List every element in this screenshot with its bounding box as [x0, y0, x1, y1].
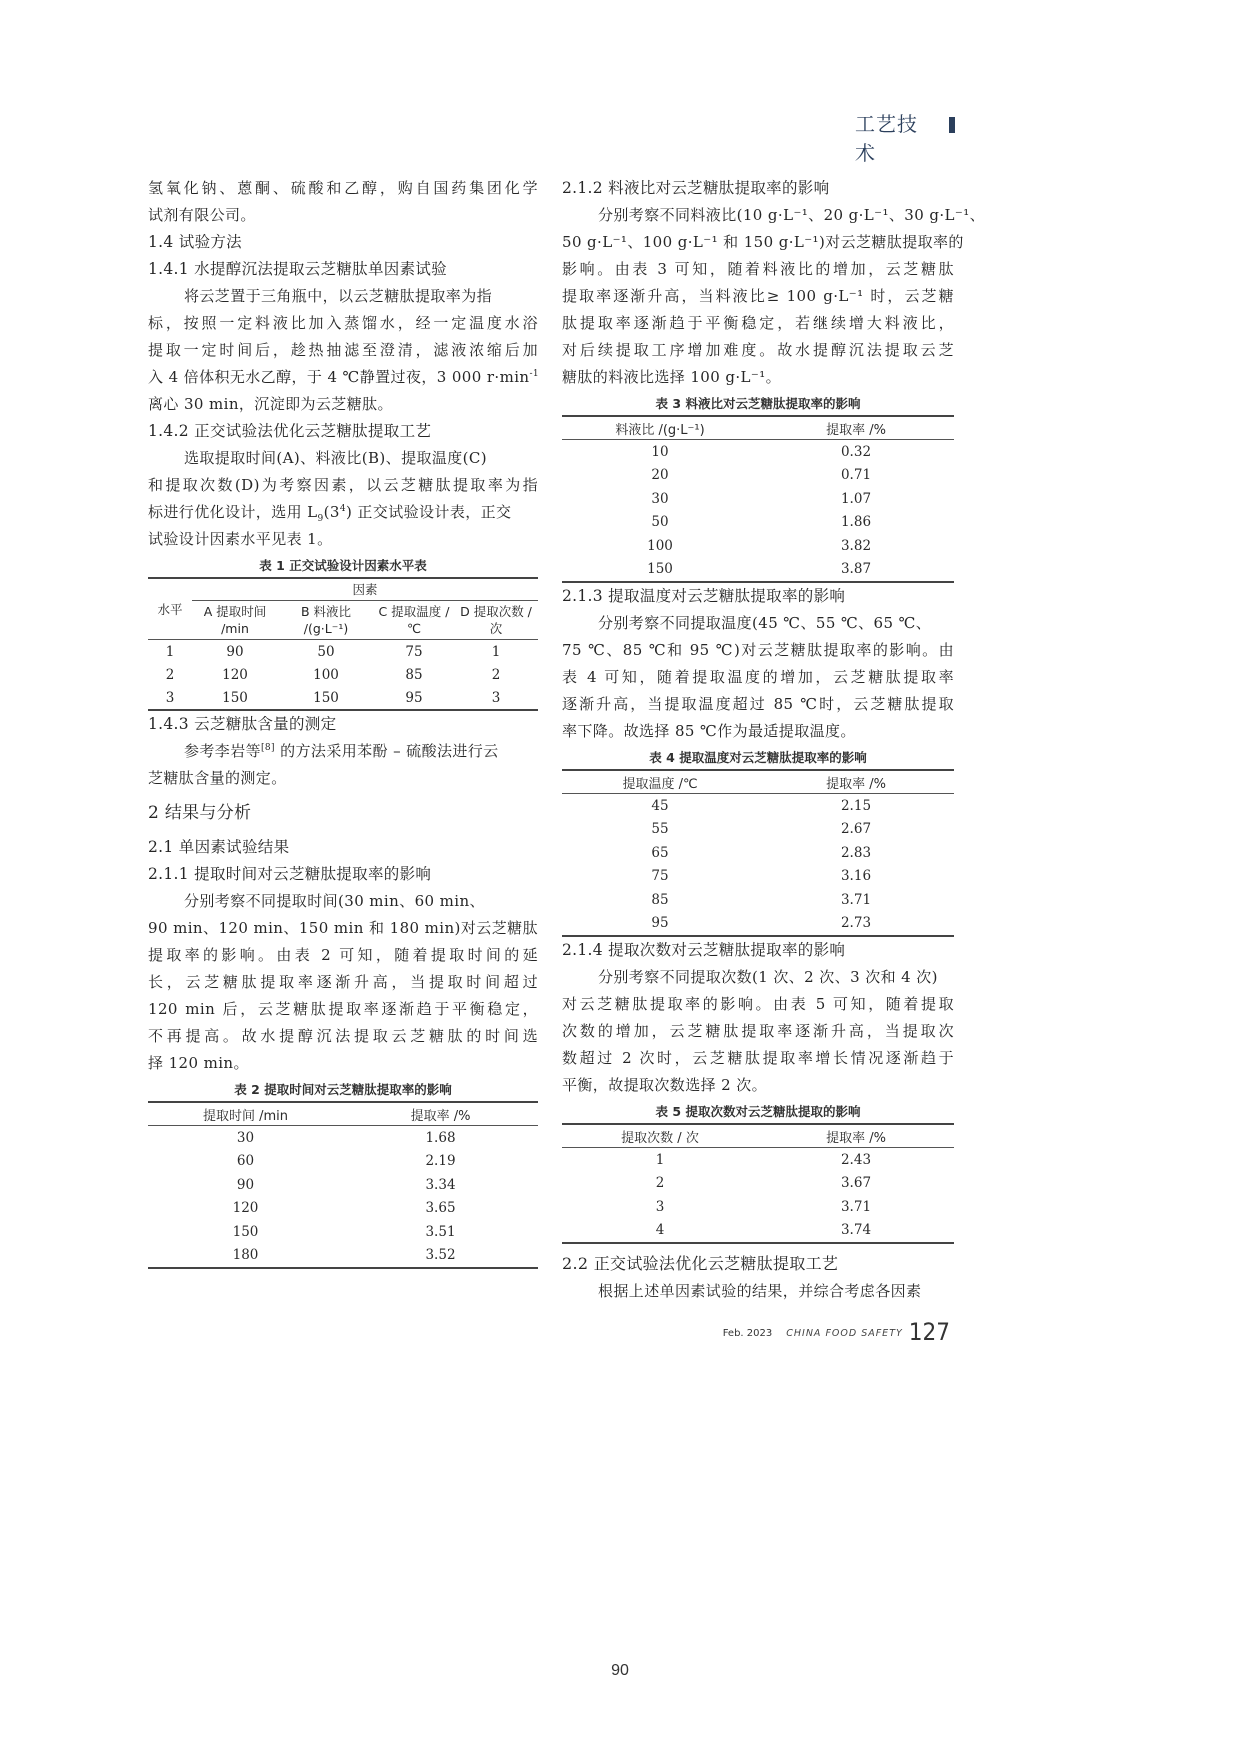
- text-line: 试验设计因素水平见表 1。: [148, 530, 333, 548]
- table-row: [562, 794, 954, 818]
- section-heading-1-4-2: 1.4.2 正交试验法优化云芝糖肽提取工艺: [148, 422, 432, 440]
- table1-level-header: 水平: [148, 578, 192, 640]
- text-line: 分别考察不同提取次数(1 次、2 次、3 次和 4 次): [598, 968, 938, 986]
- table-cell: 100: [647, 537, 673, 554]
- table-row: [148, 1197, 538, 1221]
- table1-caption: 表 1 正交试验设计因素水平表: [259, 558, 427, 573]
- superscript: 4: [339, 504, 347, 514]
- text-line: 芝糖肽含量的测定。: [148, 769, 287, 787]
- text-line: [148, 499, 538, 526]
- section-heading-2-2: 2.2 正交试验法优化云芝糖肽提取工艺: [562, 1254, 839, 1273]
- table-cell: 100: [313, 666, 339, 683]
- table-cell: 3.87: [840, 561, 872, 578]
- text-line: [148, 364, 538, 391]
- section-heading-2-1-1: 2.1.1 提取时间对云芝糖肽提取率的影响: [148, 865, 432, 883]
- text-line: 离心 30 min，沉淀即为云芝糖肽。: [148, 395, 393, 413]
- table-row: [562, 888, 954, 912]
- text-line: 长，云芝糖肽提取率逐渐升高，当提取时间超过: [148, 973, 538, 991]
- table-cell: 55: [651, 821, 669, 838]
- table-cell: 50: [651, 514, 669, 531]
- text-line: 50 g·L⁻¹、100 g·L⁻¹ 和 150 g·L⁻¹)对云芝糖肽提取率的: [562, 233, 964, 251]
- table-cell: 90: [236, 1176, 255, 1193]
- table1-col-header: D 提取次数 / 次: [454, 601, 538, 640]
- section-heading-1-4-1: 1.4.1 水提醇沉法提取云芝糖肽单因素试验: [148, 260, 447, 278]
- section-heading-2-1-3: 2.1.3 提取温度对云芝糖肽提取率的影响: [562, 587, 846, 605]
- table-cell: 1: [165, 643, 175, 660]
- table-cell: 4: [655, 1222, 665, 1239]
- text-line: [148, 738, 538, 765]
- table-row: [148, 640, 538, 664]
- table-cell: 3.71: [840, 891, 872, 908]
- table-cell: 2.19: [425, 1153, 456, 1170]
- issue-date: Feb. 2023: [722, 1328, 773, 1339]
- table2-header: 提取时间 /min: [148, 1102, 343, 1126]
- table-cell: 60: [236, 1153, 255, 1170]
- text-line: 氢氧化钠、蒽酮、硫酸和乙醇，购自国药集团化学: [148, 179, 538, 197]
- table-cell: 3.34: [425, 1176, 456, 1193]
- table-row: [148, 1244, 538, 1269]
- table-row: [562, 558, 954, 583]
- text-line: 逐渐升高，当提取温度超过 85 ℃时，云芝糖肽提取: [562, 695, 954, 713]
- text-line: 120 min 后，云芝糖肽提取率逐渐趋于平衡稳定，: [148, 1000, 538, 1018]
- table3-header: 料液比 /(g·L⁻¹): [562, 416, 758, 440]
- journal-footer: [723, 1318, 950, 1348]
- text-line: 分别考察不同提取时间(30 min、60 min、: [184, 892, 485, 910]
- table5-header: 提取率 /%: [758, 1124, 954, 1148]
- table-row: [562, 534, 954, 558]
- text-line: 次数的增加，云芝糖肽提取率逐渐升高，当提取次: [562, 1022, 954, 1040]
- table-cell: 2.67: [840, 821, 872, 838]
- table-cell: 3.65: [425, 1200, 456, 1217]
- table-cell: 150: [313, 689, 339, 706]
- table-cell: 3.52: [425, 1247, 456, 1264]
- table-cell: 3.67: [840, 1175, 872, 1192]
- table-row: [562, 1148, 954, 1172]
- text-line: 75 ℃、85 ℃和 95 ℃)对云芝糖肽提取率的影响。由: [562, 641, 954, 659]
- table-row: [148, 1126, 538, 1150]
- text-line: 选取提取时间(A)、料液比(B)、提取温度(C): [184, 449, 488, 467]
- text-line: 提取率的影响。由表 2 可知，随着提取时间的延: [148, 946, 538, 964]
- table-row: [562, 1195, 954, 1219]
- table-cell: 65: [651, 844, 669, 861]
- table-cell: 1: [491, 643, 501, 660]
- table1-col-header: A 提取时间 /min: [192, 601, 278, 640]
- table-cell: 90: [226, 643, 244, 660]
- table-cell: 150: [232, 1223, 259, 1240]
- table-cell: 3.16: [840, 868, 872, 885]
- table-cell: 2.73: [840, 915, 872, 932]
- table-row: [148, 1173, 538, 1197]
- text-line: 率下降。故选择 85 ℃作为最适提取温度。: [562, 722, 856, 740]
- table-row: [148, 1150, 538, 1174]
- table-cell: 95: [405, 689, 423, 706]
- table-cell: 3.51: [425, 1223, 456, 1240]
- table3-header: 提取率 /%: [758, 416, 954, 440]
- table1-col-header: C 提取温度 /℃: [374, 601, 454, 640]
- table-cell: 85: [405, 666, 423, 683]
- table-cell: 1.68: [425, 1129, 456, 1146]
- table-cell: 2: [491, 666, 501, 683]
- text-run: (3: [323, 503, 340, 521]
- table-cell: 45: [651, 797, 669, 814]
- table-cell: 20: [651, 467, 669, 484]
- table-row: [562, 1219, 954, 1244]
- text-line: 糖肽的料液比选择 100 g·L⁻¹。: [562, 368, 782, 386]
- table-row: [562, 818, 954, 842]
- table1-col-header: B 料液比 /(g·L⁻¹): [278, 601, 374, 640]
- text-line: 根据上述单因素试验的结果，并综合考虑各因素: [598, 1282, 922, 1300]
- table-cell: 75: [651, 868, 669, 885]
- table-cell: 3: [655, 1198, 665, 1215]
- table1-group-header: 因素: [192, 578, 538, 601]
- table1: [148, 577, 538, 711]
- table3-caption: 表 3 料液比对云芝糖肽提取率的影响: [655, 396, 861, 411]
- text-line: 90 min、120 min、150 min 和 180 min)对云芝糖肽: [148, 919, 538, 937]
- table-row: [148, 686, 538, 710]
- table5-header: 提取次数 / 次: [562, 1124, 758, 1148]
- text-line: 分别考察不同料液比(10 g·L⁻¹、20 g·L⁻¹、30 g·L⁻¹、: [598, 206, 986, 224]
- table5: [562, 1123, 954, 1244]
- table-row: [562, 841, 954, 865]
- text-line: 分别考察不同提取温度(45 ℃、55 ℃、65 ℃、: [598, 614, 932, 632]
- table-cell: 2.15: [840, 797, 872, 814]
- table-row: [148, 1220, 538, 1244]
- text-line: 数超过 2 次时，云芝糖肽提取率增长情况逐渐趋于: [562, 1049, 954, 1067]
- table-row: [562, 487, 954, 511]
- table5-caption: 表 5 提取次数对云芝糖肽提取的影响: [655, 1104, 861, 1119]
- text-line: 平衡，故提取次数选择 2 次。: [562, 1076, 768, 1094]
- journal-page-number: 127: [908, 1318, 950, 1346]
- table-cell: 150: [647, 561, 673, 578]
- table4-header: 提取温度 /℃: [562, 770, 758, 794]
- table-cell: 3.74: [840, 1222, 872, 1239]
- text-line: 试剂有限公司。: [148, 206, 256, 224]
- section-heading-1-4: 1.4 试验方法: [148, 233, 242, 251]
- journal-name: CHINA FOOD SAFETY: [786, 1328, 903, 1339]
- table-cell: 50: [317, 643, 335, 660]
- right-column: [562, 175, 986, 1305]
- table-cell: 0.71: [840, 467, 872, 484]
- table-cell: 2: [165, 666, 175, 683]
- text-line: 择 120 min。: [148, 1054, 249, 1072]
- text-run: 入 4 倍体积无水乙醇，于 4 ℃静置过夜，3 000 r·min: [148, 368, 530, 386]
- table-row: [148, 663, 538, 686]
- table2-caption: 表 2 提取时间对云芝糖肽提取率的影响: [234, 1082, 452, 1097]
- table-row: [562, 464, 954, 488]
- table4: [562, 769, 954, 937]
- text-line: 对后续提取工序增加难度。故水提醇沉法提取云芝: [562, 341, 954, 359]
- table-row: [562, 511, 954, 535]
- table-cell: 0.32: [840, 443, 872, 460]
- table4-caption: 表 4 提取温度对云芝糖肽提取率的影响: [649, 750, 867, 765]
- section-heading-2: 2 结果与分析: [148, 803, 252, 823]
- table-cell: 3.82: [840, 537, 872, 554]
- section-heading-1-4-3: 1.4.3 云芝糖肽含量的测定: [148, 715, 337, 733]
- table-cell: 2.83: [840, 844, 872, 861]
- table4-header: 提取率 /%: [758, 770, 954, 794]
- citation: [8]: [261, 743, 275, 753]
- table-cell: 120: [232, 1200, 259, 1217]
- table-cell: 30: [651, 490, 669, 507]
- table-cell: 10: [651, 443, 669, 460]
- text-line: 不再提高。故水提醇沉法提取云芝糖肽的时间选: [148, 1027, 538, 1045]
- text-run: 的方法采用苯酚 – 硫酸法进行云: [274, 742, 499, 760]
- table3: [562, 415, 954, 583]
- section-heading-2-1: 2.1 单因素试验结果: [148, 838, 290, 856]
- header-accent-bar: [949, 117, 955, 133]
- table-cell: 95: [651, 915, 669, 932]
- text-line: 提取率逐渐升高，当料液比≥ 100 g·L⁻¹ 时，云芝糖: [562, 287, 954, 305]
- page-number: 90: [611, 1662, 629, 1679]
- table-row: [562, 865, 954, 889]
- text-line: 将云芝置于三角瓶中，以云芝糖肽提取率为指: [184, 287, 493, 305]
- table-cell: 30: [236, 1129, 255, 1146]
- table-row: [562, 912, 954, 937]
- text-line: 标，按照一定料液比加入蒸馏水，经一定温度水浴: [148, 314, 538, 332]
- section-heading-2-1-4: 2.1.4 提取次数对云芝糖肽提取率的影响: [562, 941, 846, 959]
- table-cell: 85: [651, 891, 669, 908]
- table-cell: 150: [222, 689, 248, 706]
- superscript: -1: [529, 369, 540, 379]
- text-line: 提取一定时间后，趁热抽滤至澄清，滤液浓缩后加: [148, 341, 538, 359]
- text-line: 肽提取率逐渐趋于平衡稳定，若继续增大料液比，: [562, 314, 954, 332]
- table-row: [562, 1172, 954, 1196]
- text-run: 参考李岩等: [184, 742, 262, 760]
- table-cell: 1.86: [840, 514, 872, 531]
- table2-header: 提取率 /%: [343, 1102, 538, 1126]
- text-line: 对云芝糖肽提取率的影响。由表 5 可知，随着提取: [562, 995, 954, 1013]
- table-cell: 75: [405, 643, 423, 660]
- text-line: 影响。由表 3 可知，随着料液比的增加，云芝糖肽: [562, 260, 954, 278]
- section-tag-text: 工艺技术: [855, 112, 918, 165]
- text-run: ) 正交试验设计表，正交: [346, 503, 512, 521]
- table-cell: 3.71: [840, 1198, 872, 1215]
- section-header-tag: [855, 112, 955, 165]
- subscript: 9: [317, 514, 324, 524]
- table-cell: 1.07: [840, 490, 872, 507]
- left-column: [148, 175, 538, 1269]
- text-line: 表 4 可知，随着提取温度的增加，云芝糖肽提取率: [562, 668, 954, 686]
- table-cell: 120: [222, 666, 248, 683]
- table-cell: 3: [165, 689, 175, 706]
- table-row: [562, 440, 954, 464]
- section-heading-2-1-2: 2.1.2 料液比对云芝糖肽提取率的影响: [562, 179, 830, 197]
- table-cell: 180: [232, 1247, 259, 1264]
- table2: [148, 1101, 538, 1269]
- table-cell: 2.43: [840, 1151, 872, 1168]
- text-line: 和提取次数(D)为考察因素，以云芝糖肽提取率为指: [148, 476, 538, 494]
- table-cell: 1: [655, 1151, 665, 1168]
- table-cell: 2: [655, 1175, 665, 1192]
- text-run: 标进行优化设计，选用 L: [148, 503, 318, 521]
- table-cell: 3: [491, 689, 501, 706]
